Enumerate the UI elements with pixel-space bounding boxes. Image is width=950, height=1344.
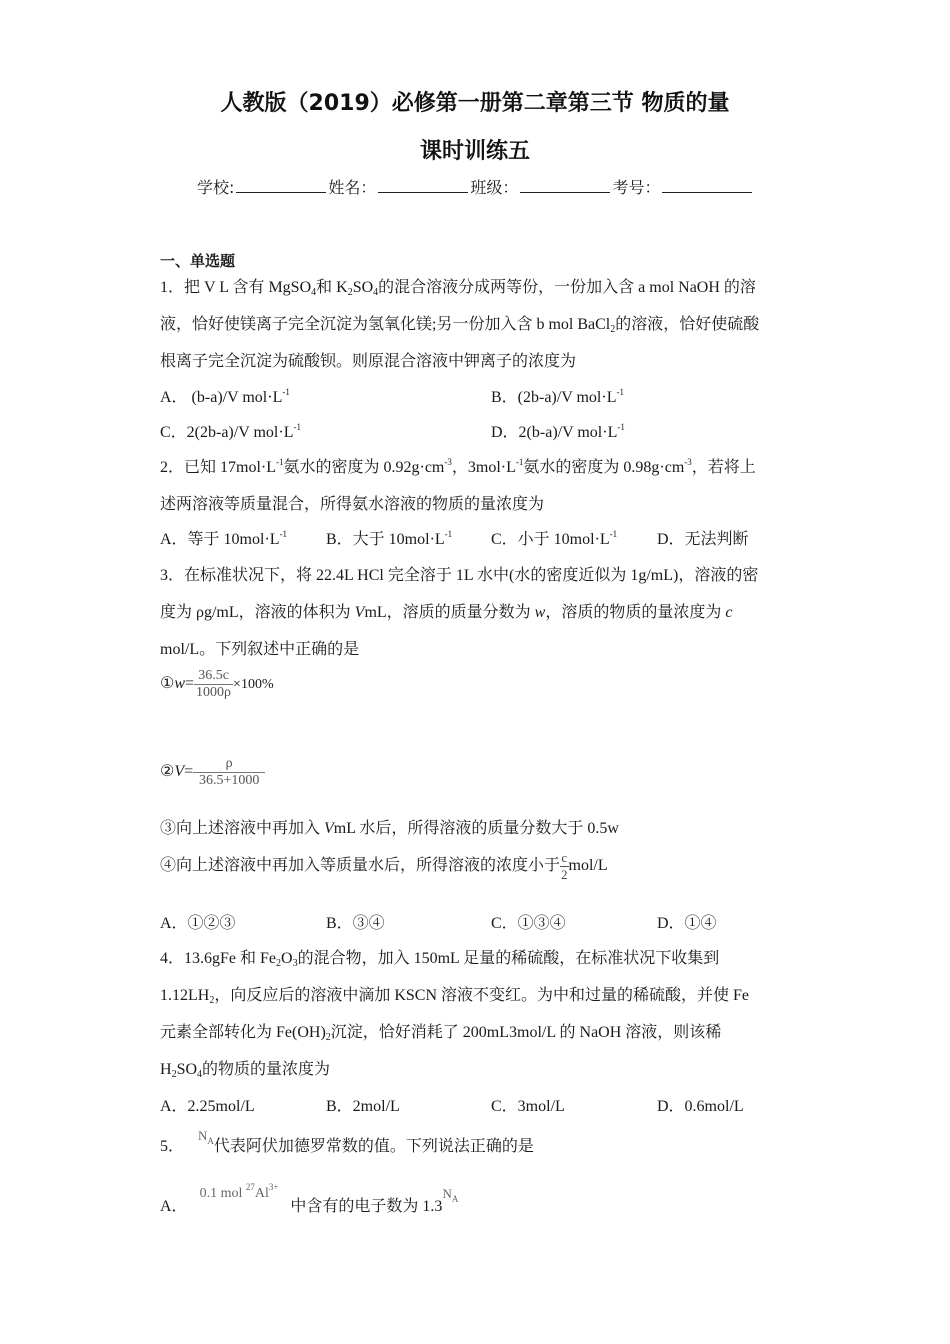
q3-line-1: 3．在标准状况下，将 22.4L HCl 完全溶于 1L 水中(水的密度近似为 1g/mL)，溶液的密 — [160, 567, 759, 584]
q3-statement-2: ②V= $\frac{\rho}{36.5+1000}$ — [160, 756, 265, 789]
q4-option-b[interactable]: B．2mol/L — [326, 1098, 400, 1115]
fraction-c-half: $\frac{c}{2}$ — [561, 850, 568, 882]
q1-option-b[interactable]: B．(2b-a)/V $mol\cdot L^{-1}$ — [491, 387, 624, 406]
q5-option-a[interactable]: A．0.1 mol $^{27}Al^{3+}$中含有的电子数为 $1.3N_A$ — [160, 1182, 459, 1215]
school-label: 学校: — [197, 178, 235, 197]
q3-option-b[interactable]: B．③④ — [326, 915, 385, 932]
exam-no-blank[interactable] — [662, 178, 752, 193]
q4-option-d[interactable]: D．0.6mol/L — [657, 1098, 744, 1115]
q3-option-a[interactable]: A．①②③ — [160, 915, 236, 932]
q1-option-c[interactable]: C．2(2b-a)/V $mol\cdot L^{-1}$ — [160, 422, 301, 441]
q1-line-1: 1．把 V L 含有 MgSO$_4$和 $K_2SO_4$的混合溶液分成两等份，一份加入含 a mol NaOH 的溶 — [160, 279, 756, 298]
fraction-v: $\frac{\rho}{36.5+1000}$ — [193, 756, 265, 789]
q1-line-3: 根离子完全沉淀为硫酸钡。则原混合溶液中钾离子的浓度为 — [160, 353, 577, 370]
q3-line-3: mol/L。下列叙述中正确的是 — [160, 641, 360, 658]
q4-line-3: 元素全部转化为 $Fe(OH)_2$沉淀，恰好消耗了 200mL3mol/L 的 NaOH 溶液，则该稀 — [160, 1024, 722, 1043]
exam-no-label: 考号： — [612, 178, 661, 197]
q4-option-c[interactable]: C．3mol/L — [491, 1098, 565, 1115]
q2-line-2: 述两溶液等质量混合，所得氨水溶液的物质的量浓度为 — [160, 496, 545, 513]
school-blank[interactable] — [236, 178, 326, 193]
q1-option-d[interactable]: D．2(b-a)/V $mol\cdot L^{-1}$ — [491, 422, 625, 441]
fraction-w: $\frac{36.5c}{1000\rho}$ — [196, 668, 232, 700]
q4-line-2: $1.12LH_2$，向反应后的溶液中滴加 KSCN 溶液不变红。为中和过量的稀硫酸，并使 Fe — [160, 987, 750, 1006]
class-blank[interactable] — [520, 178, 610, 193]
q3-statement-3: ③向上述溶液中再加入 VmL 水后，所得溶液的质量分数大于 0.5w — [160, 820, 619, 837]
student-info-row — [197, 175, 754, 198]
q2-option-b[interactable]: B．大于 $10mol\cdot L^{-1}$ — [326, 529, 453, 548]
q4-line-4: $H_2SO_4$的物质的量浓度为 — [160, 1061, 331, 1080]
q1-line-2: 液，恰好使镁离子完全沉淀为氢氧化镁;另一份加入含 b mol BaCl$_2$的溶液，恰好使硫酸 — [160, 316, 760, 335]
q3-statement-1: ①w= $\frac{36.5c}{1000\rho}$ ×100% — [160, 668, 274, 700]
q3-option-d[interactable]: D．①④ — [657, 915, 717, 932]
q4-line-1: 4．13.6gFe 和 $Fe_2O_3$的混合物，加入 150mL 足量的稀硫酸，在标准状况下收集到 — [160, 950, 720, 969]
q2-option-a[interactable]: A．等于 $10mol\cdot L^{-1}$ — [160, 529, 288, 548]
q2-line-1: 2．已知 $17mol\cdot L^{-1}$氨水的密度为 $0.92g\cdot cm^{-3}$，$3mol\cdot L^{-1}$氨水的密度为 $0.98g\cdot cm^{-3}$，若将上 — [160, 457, 756, 476]
q2-option-c[interactable]: C．小于 $10mol\cdot L^{-1}$ — [491, 529, 618, 548]
q5-line-1: 5．$N_A$代表阿伏加德罗常数的值。下列说法正确的是 — [160, 1128, 534, 1155]
page-subtitle: 课时训练五 — [419, 139, 530, 164]
section-title: 一、单选题 — [160, 252, 236, 270]
name-label: 姓名： — [328, 178, 377, 197]
q3-statement-4: ④向上述溶液中再加入等质量水后，所得溶液的浓度小于 $\frac{c}{2}$ mol/L — [160, 850, 608, 882]
q4-option-a[interactable]: A．2.25mol/L — [160, 1098, 255, 1115]
class-label: 班级： — [470, 178, 519, 197]
q3-line-2: 度为 ρg/mL，溶液的体积为 VmL，溶质的质量分数为 w，溶质的物质的量浓度为 c — [160, 604, 733, 621]
page-title: 人教版（2019）必修第一册第二章第三节 物质的量 — [220, 91, 730, 116]
q1-option-a[interactable]: A． (b-a)/V $mol\cdot L^{-1}$ — [160, 387, 290, 406]
name-blank[interactable] — [378, 178, 468, 193]
q2-option-d[interactable]: D．无法判断 — [657, 531, 749, 548]
q3-option-c[interactable]: C．①③④ — [491, 915, 566, 932]
